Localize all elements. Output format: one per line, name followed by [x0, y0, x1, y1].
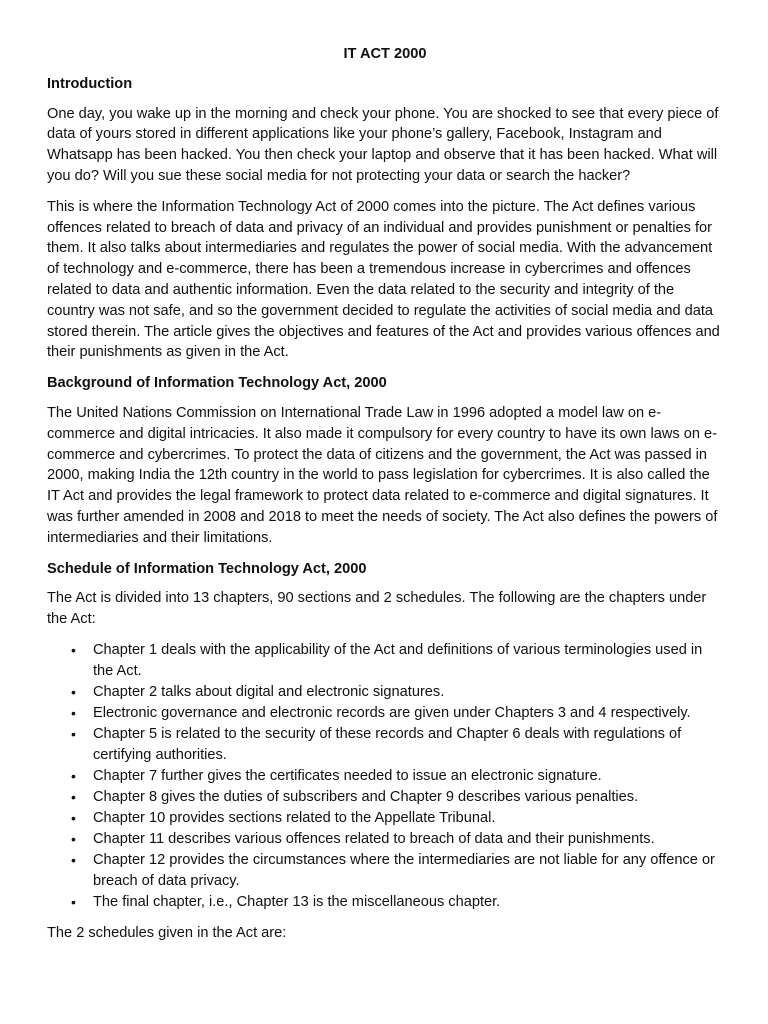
schedule-intro-paragraph: The Act is divided into 13 chapters, 90 sections and 2 schedules. The following are the chapters under the Act: — [47, 590, 707, 628]
bullet-icon: • — [71, 831, 76, 848]
bullet-icon: • — [71, 704, 76, 721]
bullet-icon: • — [71, 810, 76, 827]
document-title: IT ACT 2000 — [343, 46, 427, 62]
list-item — [47, 892, 723, 913]
bullet-icon: • — [71, 852, 76, 869]
bullet-icon: • — [71, 894, 76, 911]
bullet-icon: • — [71, 726, 76, 742]
section-heading-background: Background of Information Technology Act, 2000 — [47, 375, 387, 392]
background-paragraph: The United Nations Commission on International Trade Law in 1996 adopted a model law on e-commerce and digital intricacies. It also made it compulsory for every country to have its own laws on e-commerce and cybercrimes. To protect the data of citizens and the government, the Act was passed in 2000, making India the 12th country in the world to pass legislation for cybercrimes. It is also called the IT Act and provides the legal framework to protect data related to e-commerce and digital signatures. It was further amended in 2008 and 2018 to meet the needs of society. The Act also defines the powers of intermediaries and their limitations. — [47, 404, 718, 546]
list-item — [47, 682, 723, 703]
intro-paragraph-1: One day, you wake up in the morning and check your phone. You are shocked to see that every piece of data of yours stored in different applications like your phone’s gallery, Facebook, Instagram and Whatsapp has been hacked. You then check your laptop and observe that it has been hacked. What will you do? Will you sue these social media for not protecting your data or search the hacker? — [47, 105, 719, 184]
list-item-text: Chapter 7 further gives the certificates needed to issue an electronic signature. — [93, 767, 602, 784]
section-heading-introduction: Introduction — [47, 75, 133, 92]
list-item-text: Chapter 1 deals with the applicability of the Act and definitions of various terminologies used in the Act. — [93, 641, 703, 679]
list-item-text: Chapter 12 provides the circumstances where the intermediaries are not liable for any offence or breach of data privacy. — [93, 852, 715, 890]
bullet-icon: • — [71, 641, 76, 658]
list-item — [47, 829, 723, 850]
list-item-text: The final chapter, i.e., Chapter 13 is the miscellaneous chapter. — [93, 894, 501, 911]
list-item — [47, 640, 723, 682]
section-heading-schedule: Schedule of Information Technology Act, 2000 — [47, 560, 367, 577]
list-item-text: Chapter 10 provides sections related to the Appellate Tribunal. — [93, 810, 496, 827]
list-item — [47, 787, 723, 808]
list-item — [47, 703, 723, 724]
intro-paragraph-2: This is where the Information Technology Act of 2000 comes into the picture. The Act defines various offences related to breach of data and privacy of an individual and provides punishment or penalties for them. It also talks about intermediaries and regulates the power of social media. With the advancement of technology and e-commerce, there has been a tremendous increase in cybercrimes and offences related to data and authentic information. Even the data related to the security and integrity of the country was not safe, and so the government decided to regulate the activities of social media and data stored therein. The article gives the objectives and features of the Act and provides various offences and their punishments as given in the Act. — [47, 198, 720, 361]
list-item-text: Chapter 2 talks about digital and electronic signatures. — [93, 683, 445, 700]
list-item-text: Chapter 5 is related to the security of these records and Chapter 6 deals with regulations of certifying authorities. — [93, 726, 682, 763]
bullet-icon: • — [71, 683, 76, 700]
bullet-icon: • — [71, 767, 76, 784]
schedule-outro-paragraph: The 2 schedules given in the Act are: — [47, 924, 287, 941]
list-item-text: Chapter 11 describes various offences related to breach of data and their punishments. — [93, 831, 655, 848]
list-item-text: Chapter 8 gives the duties of subscribers and Chapter 9 describes various penalties. — [93, 788, 639, 805]
list-item — [47, 766, 723, 787]
bullet-icon: • — [71, 788, 76, 805]
chapter-list — [47, 640, 723, 913]
list-item-text: Electronic governance and electronic records are given under Chapters 3 and 4 respectively. — [93, 704, 691, 721]
list-item — [47, 808, 723, 829]
document-page — [47, 44, 723, 954]
list-item — [47, 724, 723, 766]
list-item — [47, 850, 723, 892]
